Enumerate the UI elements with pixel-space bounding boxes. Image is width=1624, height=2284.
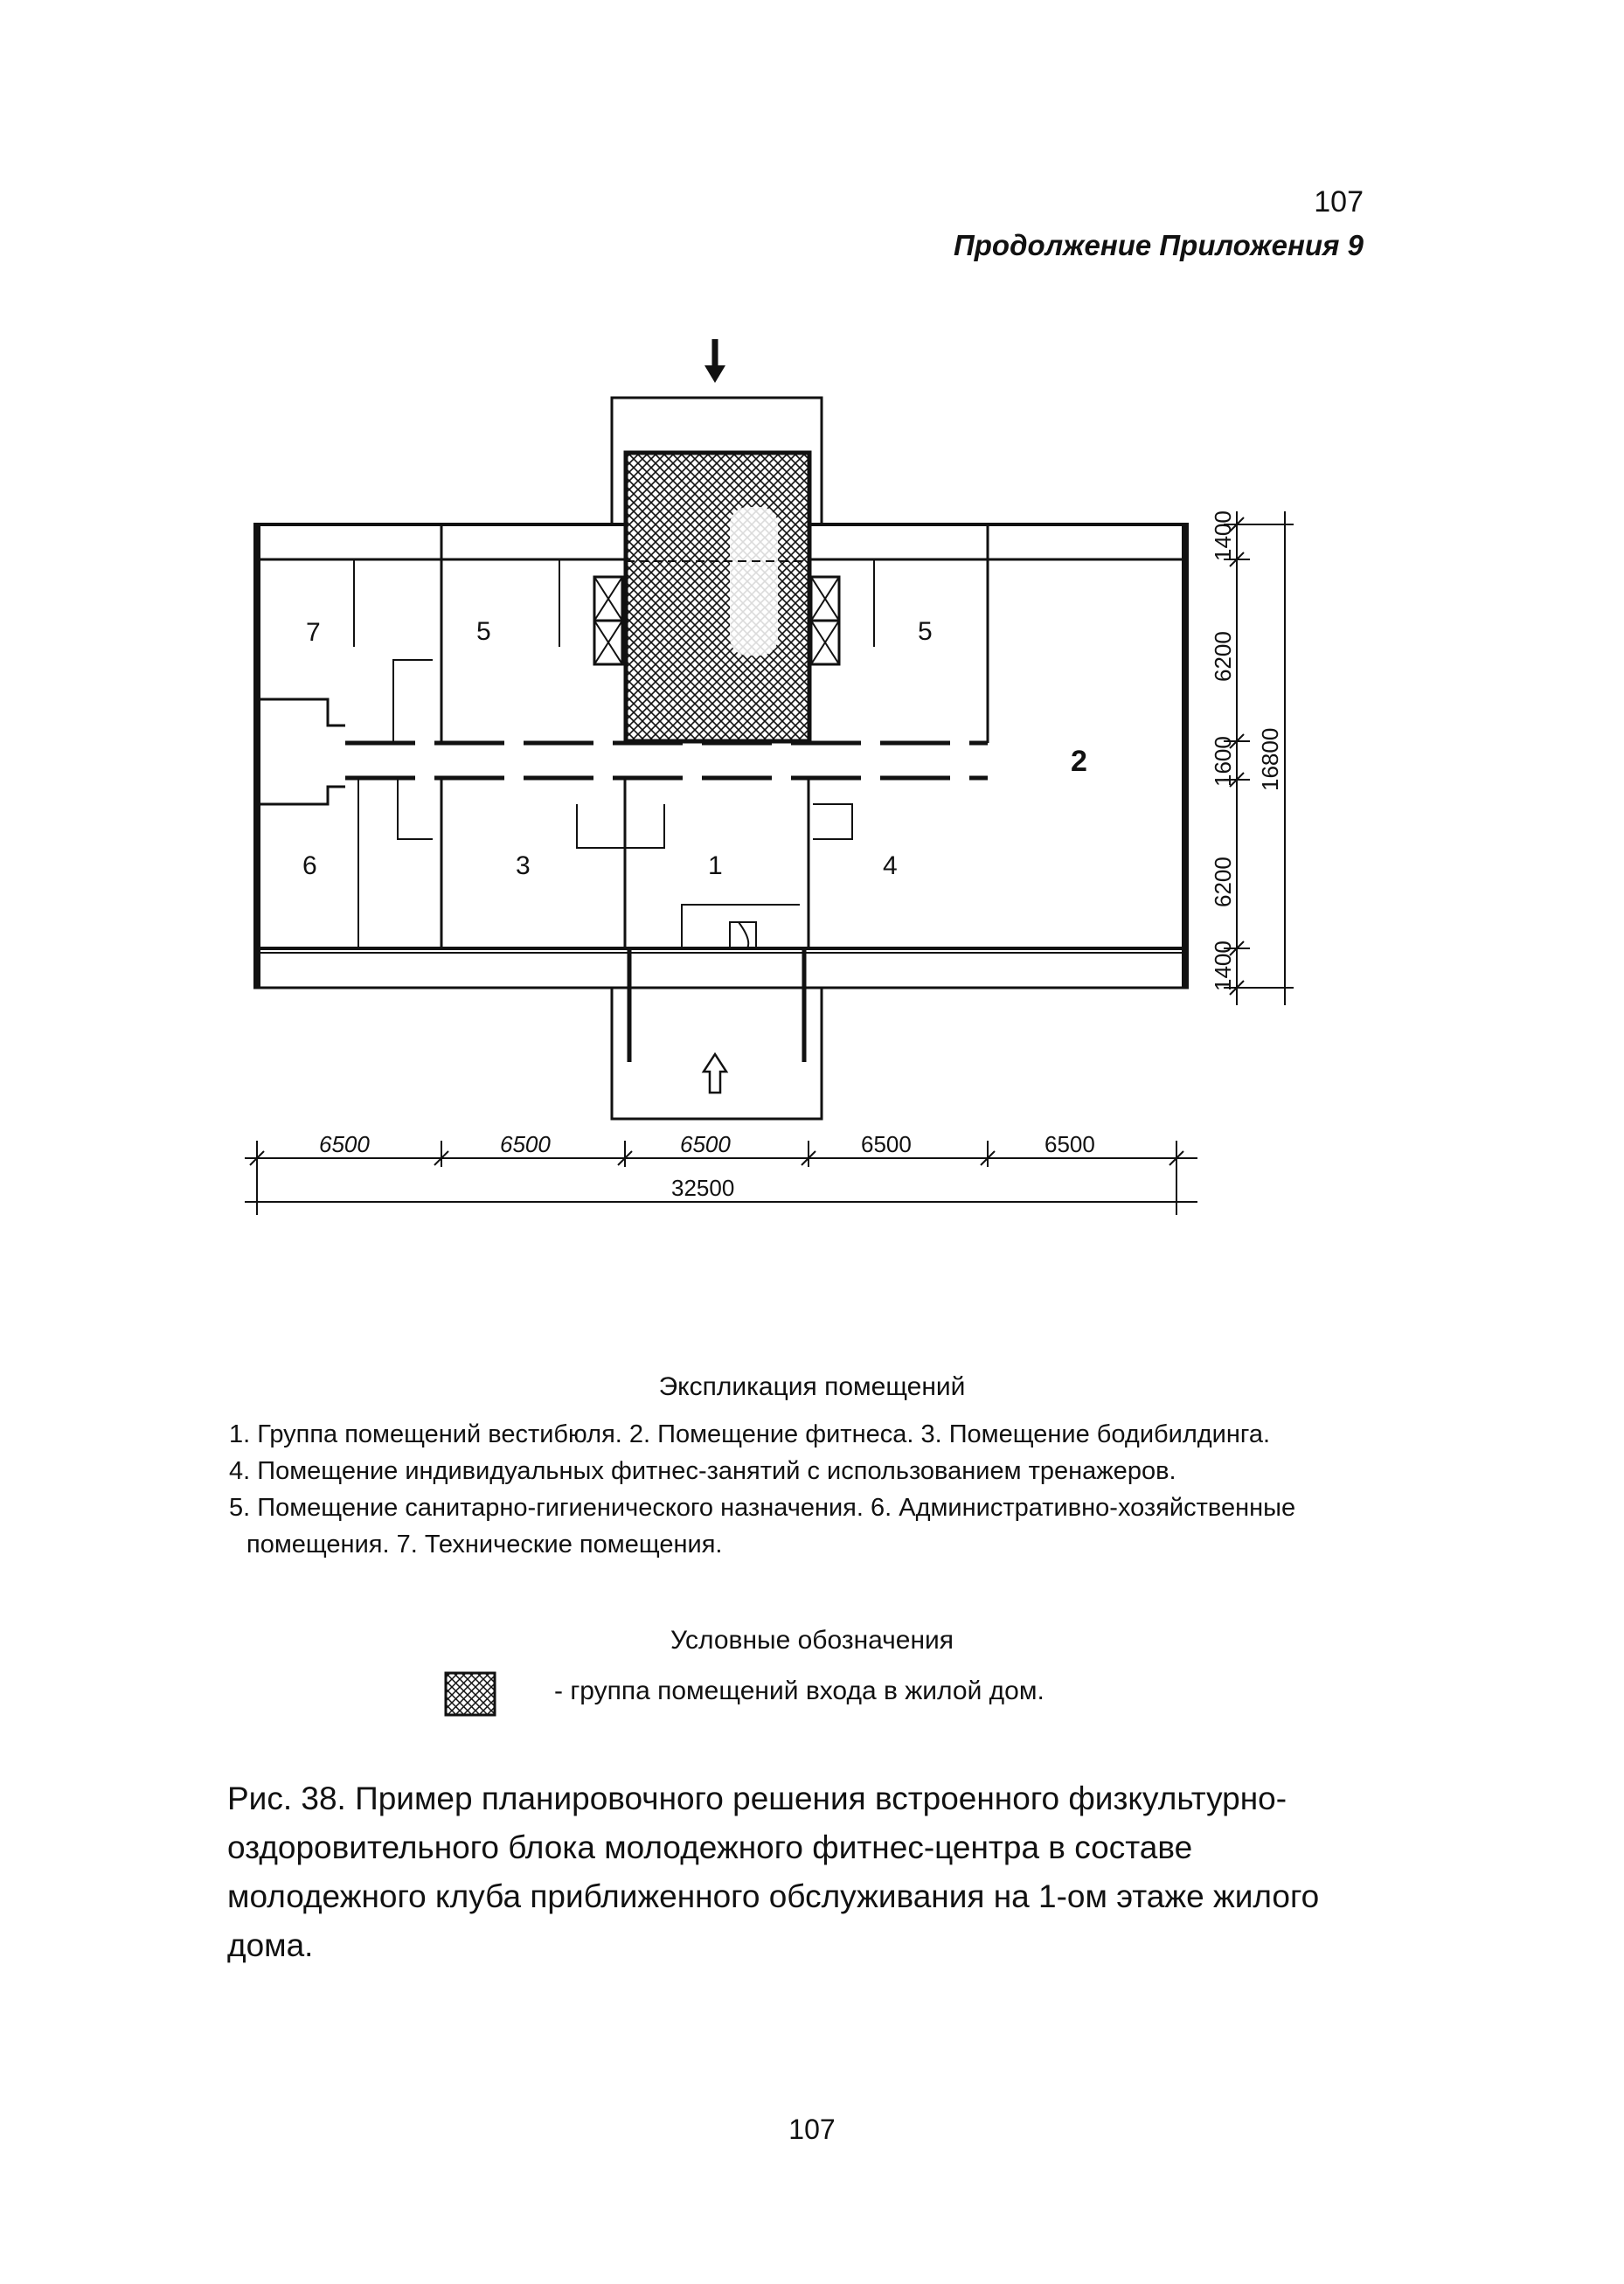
- dim-h-5: 6500: [1044, 1131, 1095, 1157]
- explication-line-2: 4. Помещение индивидуальных фитнес-занятий с использованием тренажеров.: [229, 1457, 1176, 1485]
- explication-line-3: 5. Помещение санитарно-гигиенического назначения. 6. Административно-хозяйственные: [229, 1494, 1296, 1522]
- legend-item-text: - группа помещений входа в жилой дом.: [554, 1677, 1044, 1705]
- appendix-header: Продолжение Приложения 9: [954, 229, 1364, 261]
- dim-v-3: 1600: [1210, 736, 1236, 787]
- room-label-1: 1: [708, 851, 723, 880]
- elevator-right: [811, 577, 839, 664]
- entrance-arrow-bottom-icon: [704, 1054, 726, 1093]
- dim-v-2: 6200: [1210, 631, 1236, 682]
- page-number-top: 107: [1314, 185, 1364, 219]
- dim-v-1: 1400: [1210, 510, 1236, 561]
- vertical-dimensions: [1210, 510, 1294, 1005]
- dim-h-total: 32500: [671, 1175, 735, 1201]
- explication-line-1: 1. Группа помещений вестибюля. 2. Помещение фитнеса. 3. Помещение бодибилдинга.: [229, 1420, 1271, 1448]
- room-label-3: 3: [516, 851, 531, 880]
- figure-caption: Рис. 38. Пример планировочного решения встроенного физкультурно-оздоровительного блока молодежного фитнес-центра в составе молодежного клуба приближенного обслуживания на 1-ом этаже жилого дома.: [227, 1781, 1320, 1963]
- bottom-vestibule-outline: [612, 988, 822, 1119]
- legend-crosshatch-swatch: [444, 1671, 496, 1717]
- explication-title: Экспликация помещений: [658, 1372, 966, 1401]
- dim-h-4: 6500: [861, 1131, 912, 1157]
- dim-v-4: 6200: [1210, 857, 1236, 907]
- residential-entrance-block: [626, 453, 809, 741]
- elevator-left: [594, 577, 622, 664]
- entrance-arrow-top-icon: [704, 339, 725, 383]
- room-label-4: 4: [883, 851, 898, 880]
- horizontal-dimensions: [245, 1131, 1197, 1215]
- dim-h-2: 6500: [500, 1131, 551, 1157]
- vestibule-door: [682, 905, 800, 948]
- dim-v-5: 1400: [1210, 941, 1236, 991]
- dim-v-total: 16800: [1257, 727, 1283, 791]
- legend-title: Условные обозначения: [670, 1626, 954, 1655]
- room-label-6: 6: [302, 851, 317, 880]
- explication-list: [229, 1416, 1418, 1563]
- room-label-5-left: 5: [476, 617, 491, 646]
- room-label-7: 7: [306, 618, 321, 647]
- dim-h-3: 6500: [680, 1131, 731, 1157]
- explication-line-4: помещения. 7. Технические помещения.: [246, 1531, 723, 1559]
- room-label-2: 2: [1071, 745, 1087, 778]
- dim-h-1: 6500: [319, 1131, 370, 1157]
- page-number-bottom: 107: [788, 2114, 836, 2145]
- room-label-5-right: 5: [918, 617, 933, 646]
- floor-plan: [0, 315, 1624, 1259]
